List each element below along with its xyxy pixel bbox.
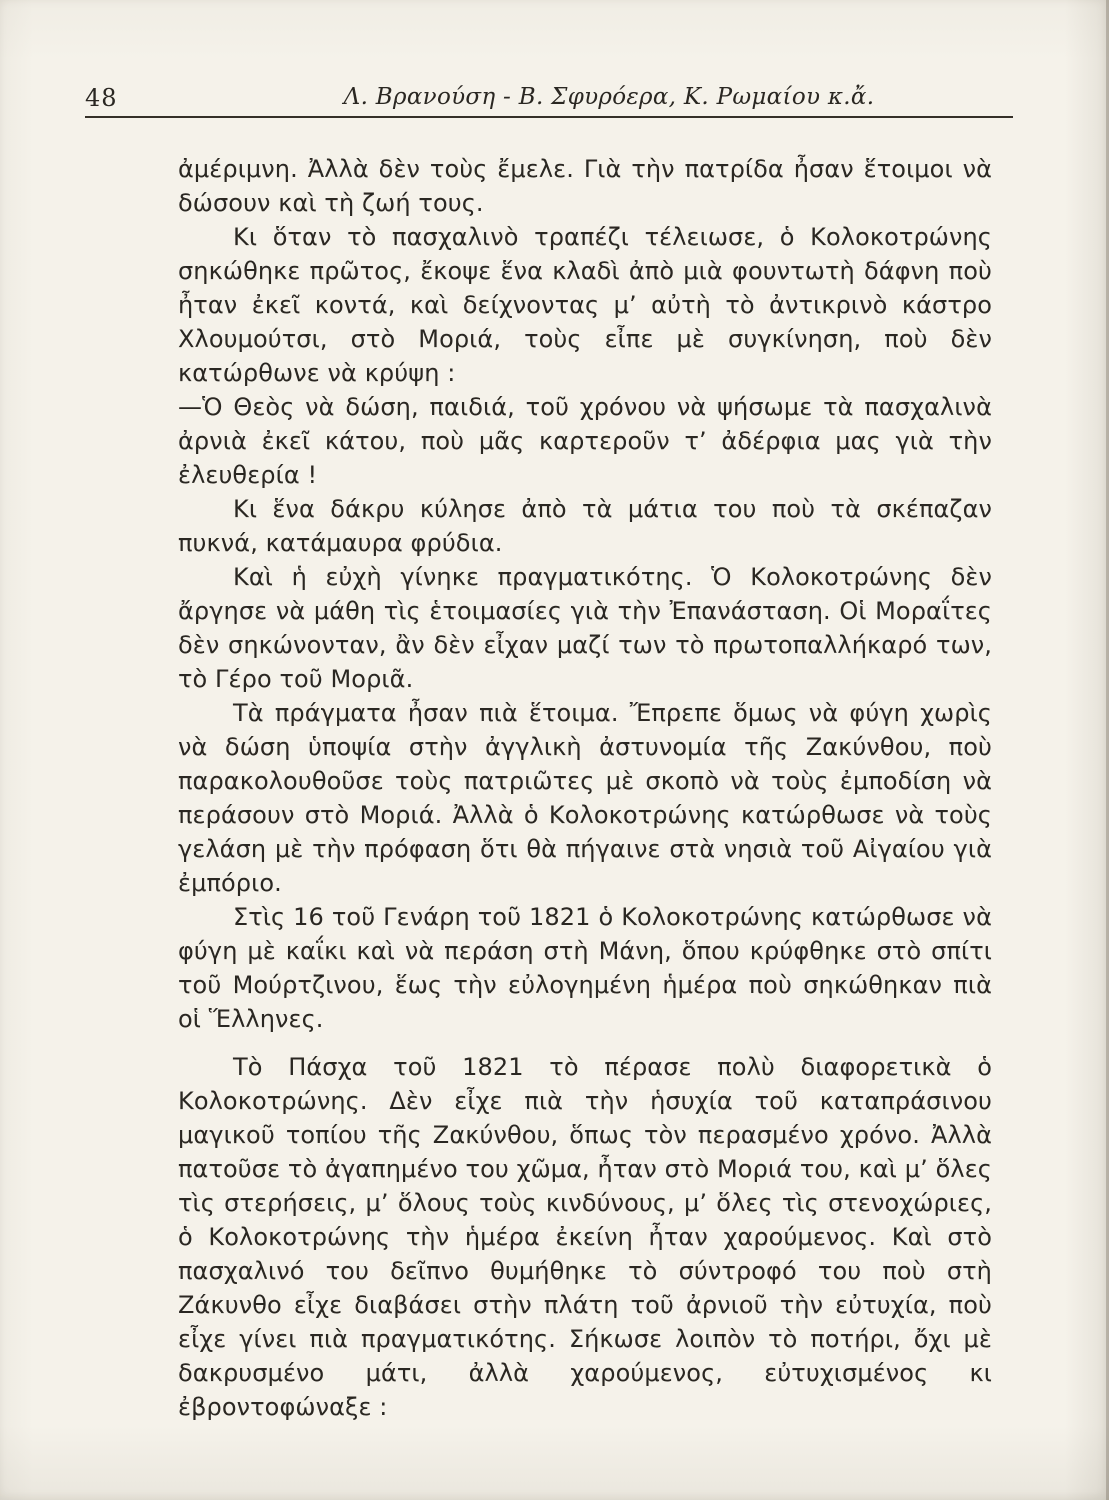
body-paragraph: Κι ἕνα δάκρυ κύλησε ἀπὸ τὰ μάτια του ποὺ τὰ σκέπαζαν πυκνά, κατάμαυρα φρύδια.	[178, 495, 992, 557]
page-header	[85, 84, 1013, 118]
body-paragraph: Τὰ πράγματα ἦσαν πιὰ ἕτοιμα. Ἔπρεπε ὅμως νὰ φύγη χωρὶς νὰ δώση ὑποψία στὴν ἀγγλικὴ ἀστυνομία τῆς Ζακύνθου, ποὺ παρακολουθοῦσε τοὺς πατριῶτες μὲ σκοπὸ νὰ τοὺς ἐμποδίση νὰ περάσουν στὸ Μοριά. Ἀλλὰ ὁ Κολοκοτρώνης κατώρθωσε νὰ τοὺς γελάση μὲ τὴν πρόφαση ὅτι θὰ πήγαινε στὰ νησιὰ τοῦ Αἰγαίου γιὰ ἐμπόριο.	[178, 699, 992, 897]
body-paragraph: ἀμέριμνη. Ἀλλὰ δὲν τοὺς ἔμελε. Γιὰ τὴν πατρίδα ἦσαν ἕτοιμοι νὰ δώσουν καὶ τὴ ζωή τους.	[178, 155, 992, 217]
running-title: Λ. Βρανούση - Β. Σφυρόερα, Κ. Ρωμαίου κ.ἄ.	[343, 84, 875, 110]
text-block	[178, 152, 992, 1424]
body-paragraph-dialogue: —Ὁ Θεὸς νὰ δώση, παιδιά, τοῦ χρόνου νὰ ψήσωμε τὰ πασχαλινὰ ἀρνιὰ ἐκεῖ κάτου, ποὺ μᾶς καρτεροῦν τ’ ἀδέρφια μας γιὰ τὴν ἐλευθερία !	[178, 393, 992, 489]
body-paragraph: Καὶ ἡ εὐχὴ γίνηκε πραγματικότης. Ὁ Κολοκοτρώνης δὲν ἄργησε νὰ μάθη τὶς ἑτοιμασίες γιὰ τὴν Ἐπανάσταση. Οἱ Μοραΐτες δὲν σηκώνονταν, ἂν δὲν εἶχαν μαζί των τὸ πρωτοπαλλήκαρό των, τὸ Γέρο τοῦ Μοριᾶ.	[178, 563, 992, 693]
body-paragraph: Κι ὅταν τὸ πασχαλινὸ τραπέζι τέλειωσε, ὁ Κολοκοτρώνης σηκώθηκε πρῶτος, ἔκοψε ἕνα κλαδὶ ἀπὸ μιὰ φουντωτὴ δάφνη ποὺ ἦταν ἐκεῖ κοντά, καὶ δείχνοντας μ’ αὐτὴ τὸ ἀντικρινὸ κάστρο Χλουμούτσι, στὸ Μοριά, τοὺς εἶπε μὲ συγκίνηση, ποὺ δὲν κατώρθωνε νὰ κρύψη :	[178, 223, 992, 387]
page-number: 48	[85, 84, 118, 112]
body-paragraph: Τὸ Πάσχα τοῦ 1821 τὸ πέρασε πολὺ διαφορετικὰ ὁ Κολοκοτρώνης. Δὲν εἶχε πιὰ τὴν ἡσυχία τοῦ καταπράσινου μαγικοῦ τοπίου τῆς Ζακύνθου, ὅπως τὸν περασμένο χρόνο. Ἀλλὰ πατοῦσε τὸ ἀγαπημένο του χῶμα, ἦταν στὸ Μοριά του, καὶ μ’ ὅλες τὶς στερήσεις, μ’ ὅλους τοὺς κινδύνους, μ’ ὅλες τὶς στενοχώριες, ὁ Κολοκοτρώνης τὴν ἡμέρα ἐκείνη ἦταν χαρούμενος. Καὶ στὸ πασχαλινό του δεῖπνο θυμήθηκε τὸ σύντροφό του ποὺ στὴ Ζάκυνθο εἶχε διαβάσει στὴν πλάτη τοῦ ἀρνιοῦ τὴν εὐτυχία, ποὺ εἶχε γίνει πιὰ πραγματικότης. Σήκωσε λοιπὸν τὸ ποτήρι, ὄχι μὲ δακρυσμένο μάτι, ἀλλὰ χαρούμενος, εὐτυχισμένος κι ἐβροντοφώναξε :	[178, 1053, 992, 1421]
body-paragraph: Στὶς 16 τοῦ Γενάρη τοῦ 1821 ὁ Κολοκοτρώνης κατώρθωσε νὰ φύγη μὲ καΐκι καὶ νὰ περάση στὴ Μάνη, ὅπου κρύφθηκε στὸ σπίτι τοῦ Μούρτζινου, ἕως τὴν εὐλογημένη ἡμέρα ποὺ σηκώθηκαν πιὰ οἱ Ἕλληνες.	[178, 903, 992, 1033]
